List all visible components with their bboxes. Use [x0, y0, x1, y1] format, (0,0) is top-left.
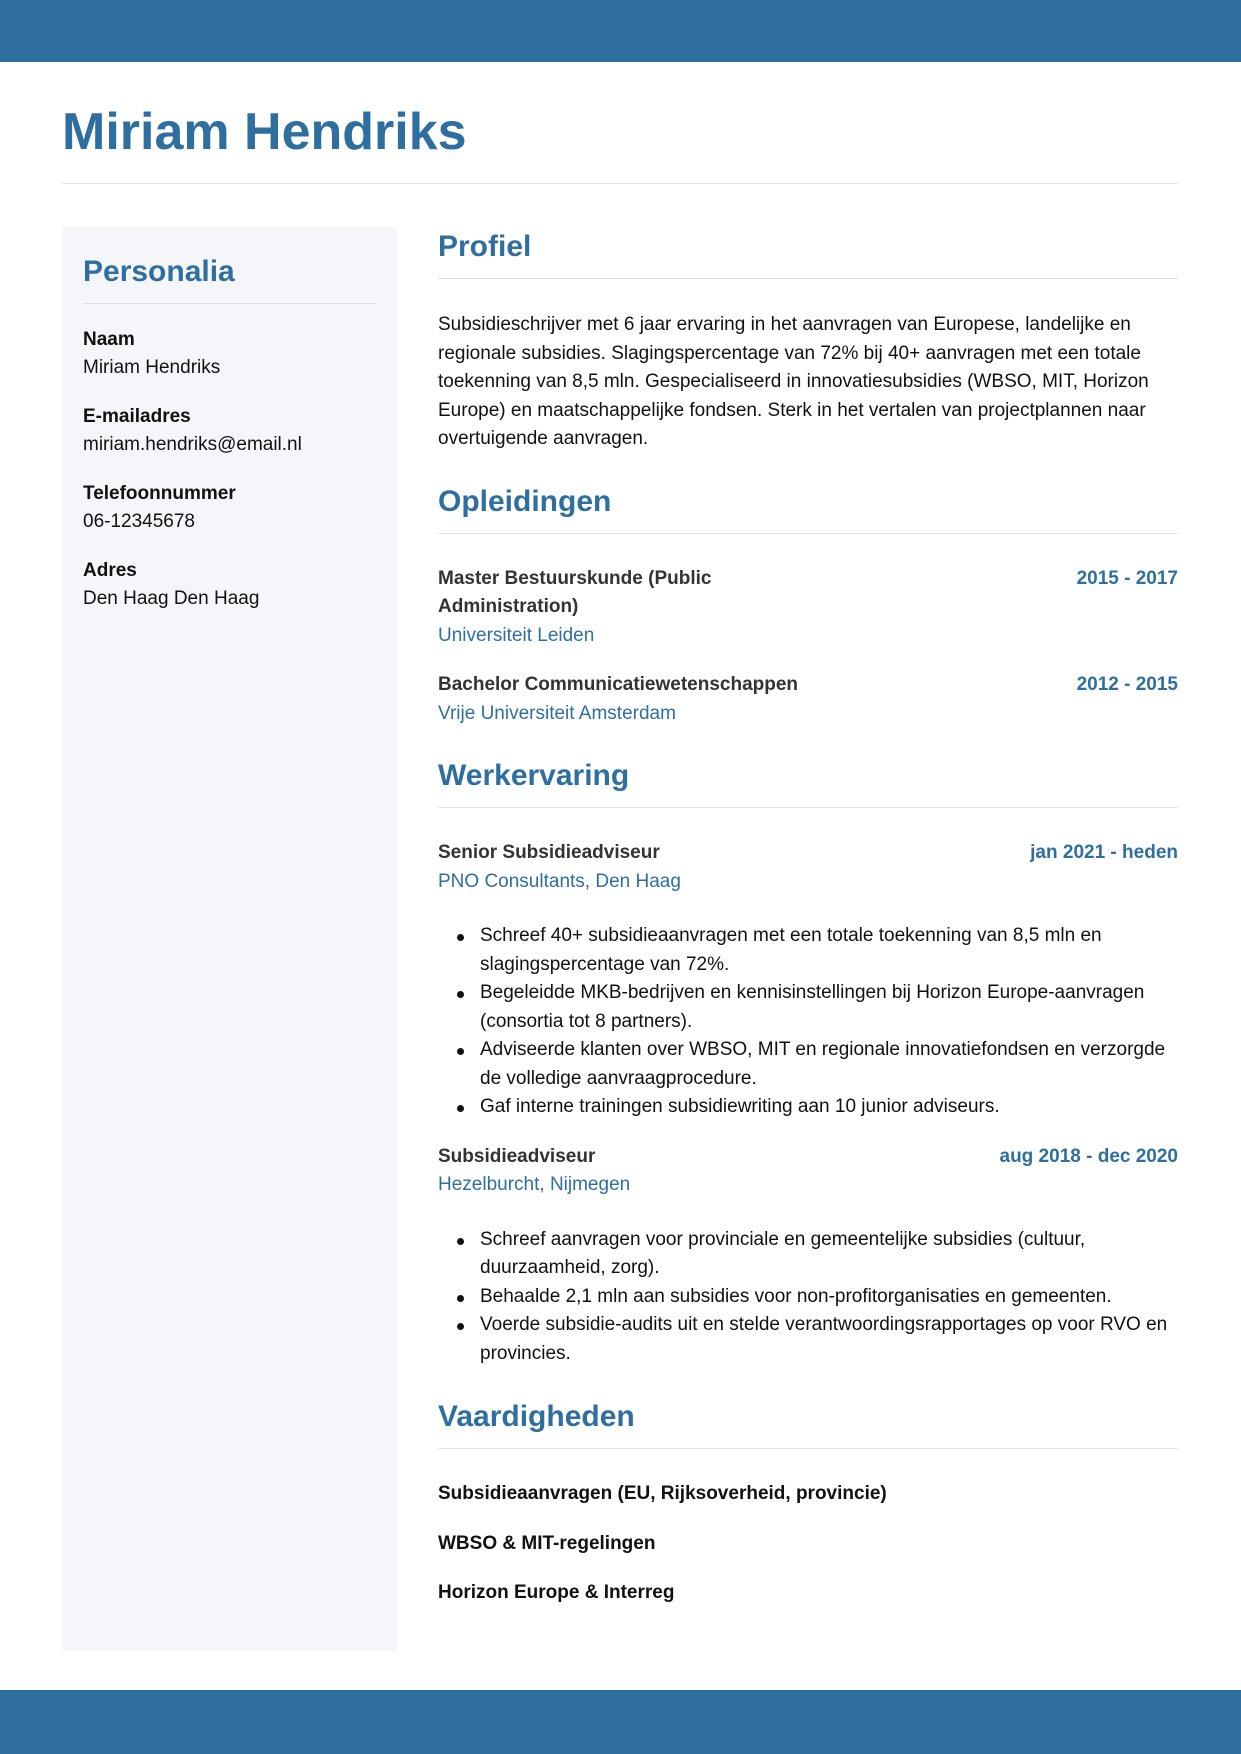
experience-section: [438, 761, 1178, 1368]
field-name: [83, 326, 376, 382]
degree-dates: 2012 - 2015: [1076, 674, 1178, 695]
sidebar-title: Personalia: [83, 255, 235, 288]
name-divider: [62, 183, 1178, 184]
job-bullets: [438, 922, 1178, 1122]
list-item: Begeleidde MKB-bedrijven en kennisinstellingen bij Horizon Europe-aanvragen (consortia tot 8 partners).: [438, 979, 1178, 1036]
job-company: Hezelburcht, Nijmegen: [438, 1174, 631, 1195]
field-label: E-mailadres: [83, 406, 191, 427]
field-value: 06-12345678: [83, 511, 195, 532]
footer-bar: [0, 1690, 1241, 1754]
job-entry: [438, 839, 1178, 1122]
job-entry: [438, 1143, 1178, 1369]
field-email: [83, 403, 376, 459]
profile-divider: [438, 278, 1178, 279]
field-label: Telefoonnummer: [83, 483, 236, 504]
education-entry: [438, 671, 1178, 728]
list-item: Behaalde 2,1 mln aan subsidies voor non-profitorganisaties en gemeenten.: [438, 1283, 1178, 1312]
list-item: Voerde subsidie-audits uit en stelde verantwoordingsrapportages op voor RVO en provincies.: [438, 1311, 1178, 1368]
job-company: PNO Consultants, Den Haag: [438, 870, 681, 892]
skills-section: [438, 1402, 1178, 1608]
skills-title: Vaardigheden: [438, 1400, 635, 1433]
profile-title: Profiel: [438, 230, 532, 263]
education-section: [438, 484, 1178, 729]
school-name: Universiteit Leiden: [438, 624, 595, 646]
job-dates: jan 2021 - heden: [1030, 842, 1178, 863]
experience-title: Werkervaring: [438, 759, 630, 792]
skill-item: Horizon Europe & Interreg: [438, 1582, 675, 1603]
education-divider: [438, 533, 1178, 534]
field-label: Naam: [83, 329, 135, 350]
list-item: Schreef aanvragen voor provinciale en gemeentelijke subsidies (cultuur, duurzaamheid, zorg).: [438, 1226, 1178, 1283]
school-name: Vrije Universiteit Amsterdam: [438, 702, 676, 724]
profile-text: Subsidieschrijver met 6 jaar ervaring in het aanvragen van Europese, landelijke en regionale subsidies. Slagingspercentage van 72% bij 40+ aanvragen met een totale toekenning van 8,5 mln. Gespecialiseerd in innovatiesubsidies (WBSO, MIT, Horizon Europe) en maatschappelijke fondsen. Sterk in het vertalen van projectplannen naar overtuigende aanvragen.: [438, 314, 1149, 449]
skills-divider: [438, 1448, 1178, 1449]
candidate-name: Miriam Hendriks: [62, 103, 467, 161]
field-address: [83, 557, 376, 613]
skill-item: Subsidieaanvragen (EU, Rijksoverheid, provincie): [438, 1483, 887, 1504]
job-role: Subsidieadviseur: [438, 1145, 596, 1167]
education-entry: [438, 565, 1178, 651]
sidebar-divider: [83, 303, 376, 304]
field-label: Adres: [83, 560, 137, 581]
list-item: Schreef 40+ subsidieaanvragen met een totale toekenning van 8,5 mln en slagingspercentage van 72%.: [438, 922, 1178, 979]
profile-section: [438, 232, 1178, 454]
experience-divider: [438, 807, 1178, 808]
degree-dates: 2015 - 2017: [1076, 567, 1178, 589]
job-dates: aug 2018 - dec 2020: [999, 1145, 1178, 1167]
degree-title: Bachelor Communicatiewetenschappen: [438, 674, 799, 695]
list-item: Gaf interne trainingen subsidiewriting aan 10 junior adviseurs.: [438, 1093, 1178, 1122]
list-item: Adviseerde klanten over WBSO, MIT en regionale innovatiefondsen en verzorgde de volledige aanvraagprocedure.: [438, 1036, 1178, 1093]
job-role: Senior Subsidieadviseur: [438, 842, 660, 863]
field-value: miriam.hendriks@email.nl: [83, 434, 302, 455]
job-bullets: [438, 1226, 1178, 1369]
field-phone: [83, 480, 376, 536]
degree-title: Master Bestuurskunde (Public Administration): [438, 567, 712, 617]
field-value: Den Haag Den Haag: [83, 588, 260, 609]
header-bar: [0, 0, 1241, 62]
education-title: Opleidingen: [438, 484, 612, 518]
personalia-sidebar: [62, 227, 397, 1651]
field-value: Miriam Hendriks: [83, 357, 221, 378]
main-content: [438, 227, 1178, 1629]
skill-item: WBSO & MIT-regelingen: [438, 1532, 656, 1554]
